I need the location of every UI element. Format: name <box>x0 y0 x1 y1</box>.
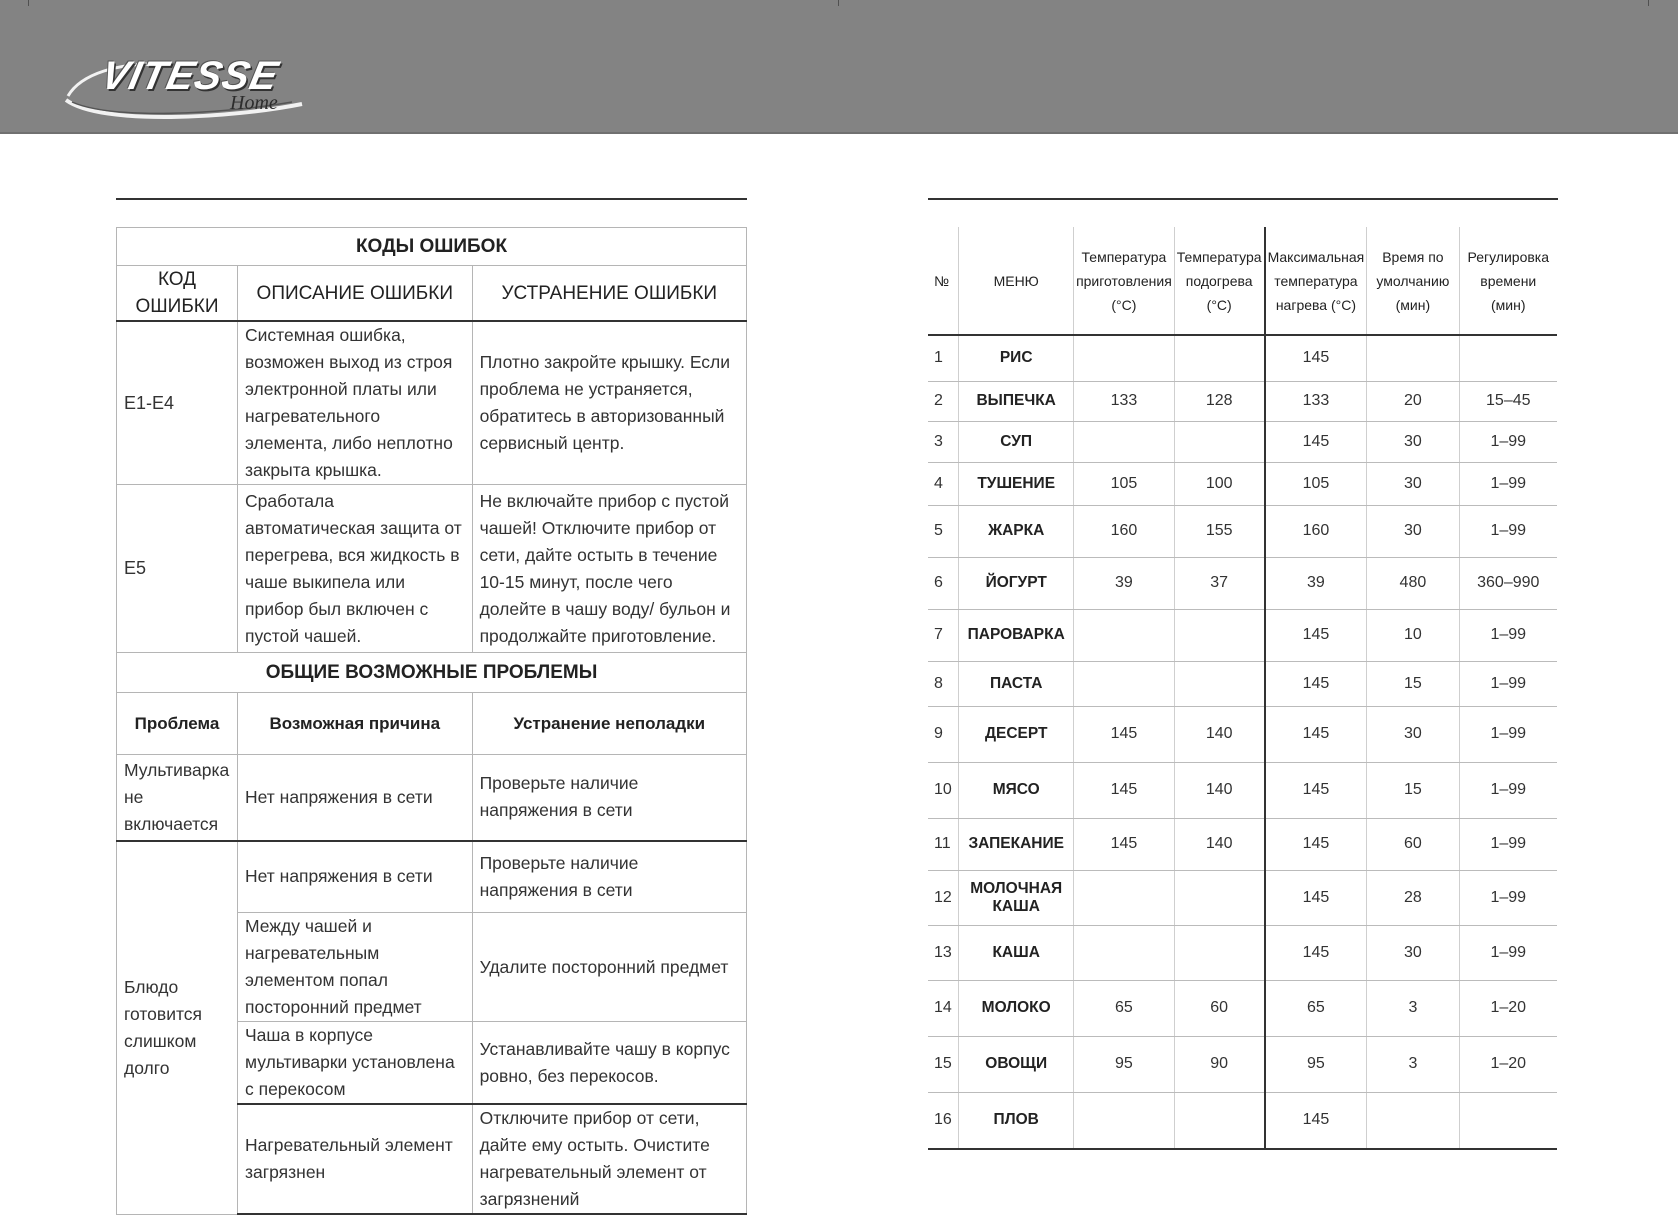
crop-mark <box>1648 0 1649 6</box>
max-temp: 133 <box>1265 381 1367 421</box>
program-name: РИС <box>959 335 1074 381</box>
program-number: 3 <box>928 421 959 462</box>
program-number: 16 <box>928 1092 959 1149</box>
program-number: 8 <box>928 661 959 706</box>
cook-temp <box>1074 1092 1175 1149</box>
problem-cause: Нагревательный элемент загрязнен <box>237 1104 472 1214</box>
default-time: 28 <box>1367 870 1459 925</box>
time-adjust: 15–45 <box>1459 381 1557 421</box>
problem-cause: Между чашей и нагревательным элементом попал посторонний предмет <box>237 913 472 1022</box>
problem-fix: Удалите посторонний предмет <box>472 913 746 1022</box>
warm-temp <box>1174 925 1264 980</box>
warm-temp: 155 <box>1174 505 1264 557</box>
error-description: Системная ошибка, возможен выход из строя электронной платы или нагревательного элемента, либо неплотно закрыта крышка. <box>237 321 472 485</box>
cook-temp <box>1074 870 1175 925</box>
problem: Блюдо готовится слишком долго <box>117 841 238 1215</box>
column-header: Возможная причина <box>237 693 472 755</box>
program-name: ОВОЩИ <box>959 1036 1074 1092</box>
max-temp: 39 <box>1265 557 1367 609</box>
time-adjust: 1–99 <box>1459 870 1557 925</box>
table-row <box>928 557 1557 609</box>
table-row <box>928 1092 1557 1149</box>
max-temp: 145 <box>1265 335 1367 381</box>
table-row <box>928 335 1557 381</box>
error-fix: Плотно закройте крышку. Если проблема не устраняется, обратитесь в авторизованный сервисный центр. <box>472 321 746 485</box>
program-name: МЯСО <box>959 762 1074 818</box>
problem-fix: Проверьте наличие напряжения в сети <box>472 841 746 913</box>
column-header: Проблема <box>117 693 238 755</box>
table-header-row <box>928 227 1557 335</box>
warm-temp <box>1174 609 1264 661</box>
column-header-menu: МЕНЮ <box>959 227 1074 335</box>
program-number: 15 <box>928 1036 959 1092</box>
default-time: 15 <box>1367 661 1459 706</box>
time-adjust: 1–20 <box>1459 980 1557 1036</box>
table-row <box>928 661 1557 706</box>
time-adjust: 1–99 <box>1459 462 1557 505</box>
program-number: 9 <box>928 706 959 762</box>
program-number: 2 <box>928 381 959 421</box>
cooking-programs-table <box>928 227 1557 1150</box>
program-number: 7 <box>928 609 959 661</box>
max-temp: 160 <box>1265 505 1367 557</box>
program-number: 10 <box>928 762 959 818</box>
table-row <box>117 653 747 693</box>
problem-cause: Чаша в корпусе мультиварки установлена с перекосом <box>237 1022 472 1105</box>
max-temp: 65 <box>1265 980 1367 1036</box>
warm-temp: 60 <box>1174 980 1264 1036</box>
default-time: 30 <box>1367 505 1459 557</box>
cook-temp <box>1074 421 1175 462</box>
warm-temp: 37 <box>1174 557 1264 609</box>
default-time <box>1367 335 1459 381</box>
default-time: 30 <box>1367 706 1459 762</box>
page-header <box>0 0 1678 134</box>
default-time: 30 <box>1367 925 1459 980</box>
warm-temp: 128 <box>1174 381 1264 421</box>
cook-temp <box>1074 609 1175 661</box>
default-time: 15 <box>1367 762 1459 818</box>
error-code: E5 <box>117 485 238 653</box>
column-header-warm-temp: Температура подогрева (°С) <box>1174 227 1264 335</box>
time-adjust <box>1459 1092 1557 1149</box>
table-row <box>928 1036 1557 1092</box>
program-number: 11 <box>928 818 959 870</box>
table-row <box>117 266 747 322</box>
cook-temp <box>1074 661 1175 706</box>
max-temp: 95 <box>1265 1036 1367 1092</box>
cook-temp <box>1074 335 1175 381</box>
column-header: Устранение неполадки <box>472 693 746 755</box>
program-number: 14 <box>928 980 959 1036</box>
time-adjust: 1–99 <box>1459 706 1557 762</box>
max-temp: 145 <box>1265 609 1367 661</box>
warm-temp: 140 <box>1174 762 1264 818</box>
time-adjust: 1–99 <box>1459 818 1557 870</box>
warm-temp: 140 <box>1174 706 1264 762</box>
time-adjust: 1–99 <box>1459 505 1557 557</box>
crop-mark <box>28 0 29 6</box>
max-temp: 145 <box>1265 661 1367 706</box>
time-adjust: 360–990 <box>1459 557 1557 609</box>
table-row <box>928 381 1557 421</box>
time-adjust <box>1459 335 1557 381</box>
time-adjust: 1–99 <box>1459 609 1557 661</box>
table-row <box>928 421 1557 462</box>
left-page-rule <box>116 198 747 200</box>
warm-temp <box>1174 661 1264 706</box>
column-header: ОПИСАНИЕ ОШИБКИ <box>237 266 472 322</box>
cook-temp <box>1074 925 1175 980</box>
error-table-title: КОДЫ ОШИБОК <box>117 228 747 266</box>
default-time: 20 <box>1367 381 1459 421</box>
cook-temp: 145 <box>1074 706 1175 762</box>
brand-sub: Home <box>230 92 278 114</box>
table-row <box>928 870 1557 925</box>
program-number: 6 <box>928 557 959 609</box>
max-temp: 145 <box>1265 706 1367 762</box>
table-row <box>928 818 1557 870</box>
error-description: Сработала автоматическая защита от перегрева, вся жидкость в чаше выкипела или прибор был включен с пустой чашей. <box>237 485 472 653</box>
default-time: 30 <box>1367 462 1459 505</box>
default-time <box>1367 1092 1459 1149</box>
default-time: 3 <box>1367 1036 1459 1092</box>
program-name: ТУШЕНИЕ <box>959 462 1074 505</box>
program-name: ПЛОВ <box>959 1092 1074 1149</box>
program-name: МОЛОКО <box>959 980 1074 1036</box>
default-time: 3 <box>1367 980 1459 1036</box>
cook-temp: 160 <box>1074 505 1175 557</box>
table-row <box>928 980 1557 1036</box>
warm-temp: 90 <box>1174 1036 1264 1092</box>
time-adjust: 1–99 <box>1459 925 1557 980</box>
program-number: 12 <box>928 870 959 925</box>
default-time: 30 <box>1367 421 1459 462</box>
error-code: E1-E4 <box>117 321 238 485</box>
cook-temp: 105 <box>1074 462 1175 505</box>
max-temp: 145 <box>1265 421 1367 462</box>
max-temp: 145 <box>1265 925 1367 980</box>
warm-temp <box>1174 1092 1264 1149</box>
problem-cause: Нет напряжения в сети <box>237 755 472 841</box>
error-codes-table <box>116 227 747 1215</box>
table-row <box>117 693 747 755</box>
program-name: ЙОГУРТ <box>959 557 1074 609</box>
problem-fix: Отключите прибор от сети, дайте ему остыть. Очистите нагревательный элемент от загрязнений <box>472 1104 746 1214</box>
table-row <box>117 485 747 653</box>
time-adjust: 1–99 <box>1459 421 1557 462</box>
table-row <box>928 925 1557 980</box>
program-name: ПАРОВАРКА <box>959 609 1074 661</box>
program-number: 4 <box>928 462 959 505</box>
error-fix: Не включайте прибор с пустой чашей! Отключите прибор от сети, дайте остыть в течение 10-15 минут, после чего долейте в чашу воду/ бульон и продолжайте приготовление. <box>472 485 746 653</box>
column-header-cook-temp: Температура приготовления (°С) <box>1074 227 1175 335</box>
problems-table-title: ОБЩИЕ ВОЗМОЖНЫЕ ПРОБЛЕМЫ <box>117 653 747 693</box>
right-page-rule <box>928 198 1558 200</box>
cook-temp: 145 <box>1074 762 1175 818</box>
program-number: 13 <box>928 925 959 980</box>
table-row <box>928 505 1557 557</box>
cook-temp: 145 <box>1074 818 1175 870</box>
crop-mark <box>838 0 839 6</box>
warm-temp <box>1174 421 1264 462</box>
default-time: 480 <box>1367 557 1459 609</box>
cook-temp: 39 <box>1074 557 1175 609</box>
brand-name: VITESSE <box>97 54 283 98</box>
max-temp: 145 <box>1265 762 1367 818</box>
program-name: ПАСТА <box>959 661 1074 706</box>
table-row <box>117 228 747 266</box>
table-row <box>928 609 1557 661</box>
warm-temp <box>1174 335 1264 381</box>
program-name: ЗАПЕКАНИЕ <box>959 818 1074 870</box>
program-name: КАША <box>959 925 1074 980</box>
program-number: 1 <box>928 335 959 381</box>
default-time: 60 <box>1367 818 1459 870</box>
program-name: ЖАРКА <box>959 505 1074 557</box>
program-number: 5 <box>928 505 959 557</box>
warm-temp: 140 <box>1174 818 1264 870</box>
program-name: СУП <box>959 421 1074 462</box>
default-time: 10 <box>1367 609 1459 661</box>
program-name: МОЛОЧНАЯ КАША <box>959 870 1074 925</box>
column-header-num: № <box>928 227 959 335</box>
cooking-programs-body <box>928 335 1557 1149</box>
problem: Мультиварка не включается <box>117 755 238 841</box>
table-row <box>928 462 1557 505</box>
column-header-time-adjust: Регулировка времени (мин) <box>1459 227 1557 335</box>
cook-temp: 133 <box>1074 381 1175 421</box>
column-header-max-temp: Максимальная температура нагрева (°С) <box>1265 227 1367 335</box>
problem-fix: Устанавливайте чашу в корпус ровно, без перекосов. <box>472 1022 746 1105</box>
time-adjust: 1–99 <box>1459 762 1557 818</box>
column-header-default-time: Время по умолчанию (мин) <box>1367 227 1459 335</box>
table-row <box>117 321 747 485</box>
max-temp: 145 <box>1265 1092 1367 1149</box>
program-name: ВЫПЕЧКА <box>959 381 1074 421</box>
table-row <box>117 755 747 841</box>
max-temp: 145 <box>1265 870 1367 925</box>
table-row <box>928 706 1557 762</box>
cook-temp: 65 <box>1074 980 1175 1036</box>
warm-temp: 100 <box>1174 462 1264 505</box>
warm-temp <box>1174 870 1264 925</box>
table-row <box>928 762 1557 818</box>
problem-cause: Нет напряжения в сети <box>237 841 472 913</box>
table-row <box>117 841 747 913</box>
column-header: КОД ОШИБКИ <box>117 266 238 322</box>
max-temp: 145 <box>1265 818 1367 870</box>
column-header: УСТРАНЕНИЕ ОШИБКИ <box>472 266 746 322</box>
program-name: ДЕСЕРТ <box>959 706 1074 762</box>
time-adjust: 1–99 <box>1459 661 1557 706</box>
brand-logo <box>62 52 322 122</box>
problem-fix: Проверьте наличие напряжения в сети <box>472 755 746 841</box>
time-adjust: 1–20 <box>1459 1036 1557 1092</box>
cook-temp: 95 <box>1074 1036 1175 1092</box>
max-temp: 105 <box>1265 462 1367 505</box>
